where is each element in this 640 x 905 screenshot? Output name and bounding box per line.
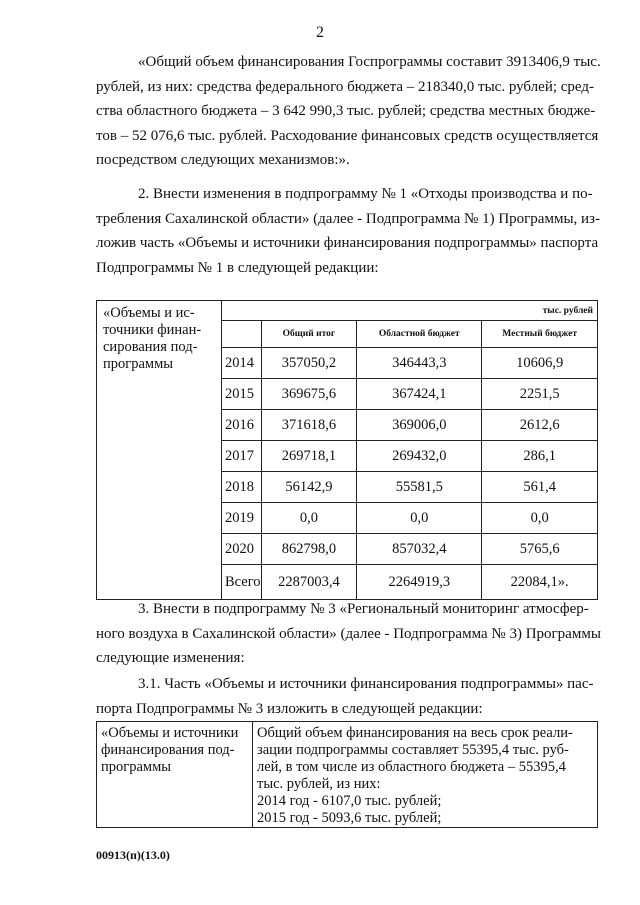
local-cell: 5765,6 [482,534,598,565]
table-label-cell [97,301,222,600]
regional-cell: 369006,0 [357,410,482,441]
text-line: ства областного бюджета – 3 642 990,3 тыс. рублей; средства местных бюдже- [96,103,596,119]
value-line: Общий объем финансирования на весь срок реали- [257,725,573,741]
header-regional: Областной бюджет [357,321,482,348]
local-cell: 10606,9 [482,348,598,379]
label-line: «Объемы и ис- [103,305,195,321]
year-cell: 2017 [222,441,262,472]
total-cell: 269718,1 [261,441,357,472]
total-cell: 862798,0 [261,534,357,565]
label-line: точники финан- [103,322,202,338]
table-row [97,722,598,828]
item-3-paragraph [96,597,601,671]
regional-cell: 367424,1 [357,379,482,410]
text-line: 2. Внести изменения в подпрограмму № 1 «Отходы производства и по- [138,186,593,202]
financing-paragraph [96,50,601,173]
header-total: Общий итог [261,321,357,348]
label-line: программы [101,759,171,775]
item-2-paragraph [96,182,598,280]
value-line: 2014 год - 6107,0 тыс. рублей; [257,793,442,809]
year-cell: Всего [222,565,262,600]
header-local: Местный бюджет [482,321,598,348]
regional-cell: 269432,0 [357,441,482,472]
text-line: посредством следующих механизмов:». [96,152,350,168]
text-line: порта Подпрограммы № 3 изложить в следующей редакции: [96,700,483,717]
text-line: 3. Внести в подпрограмму № 3 «Региональный мониторинг атмосфер- [138,601,589,617]
text-line: следующие изменения: [96,650,245,666]
text-line: 3.1. Часть «Объемы и источники финансирования подпрограммы» пас- [138,676,594,692]
table-label-cell [97,722,253,828]
regional-cell: 55581,5 [357,472,482,503]
page-number: 2 [316,24,324,41]
total-cell: 2287003,4 [261,565,357,600]
year-cell: 2020 [222,534,262,565]
label-line: финансирования под- [101,742,235,758]
subprogram-1-funding-table [96,300,598,600]
value-line: лей, в том числе из областного бюджета – 55395,4 [257,759,566,775]
text-line: «Общий объем финансирования Госпрограммы составит 3913406,9 тыс. [138,54,601,70]
regional-cell: 0,0 [357,503,482,534]
text-line: требления Сахалинской области» (далее - Подпрограмма № 1) Программы, из- [96,210,600,227]
regional-cell: 346443,3 [357,348,482,379]
year-cell: 2014 [222,348,262,379]
text-line: Подпрограммы № 1 в следующей редакции: [96,259,379,276]
local-cell: 2251,5 [482,379,598,410]
label-line: программы [103,356,173,372]
document-code: 00913(п)(13.0) [96,848,170,862]
regional-cell: 2264919,3 [357,565,482,600]
year-cell: 2015 [222,379,262,410]
label-line: «Объемы и источники [101,725,239,741]
year-cell: 2016 [222,410,262,441]
regional-cell: 857032,4 [357,534,482,565]
label-line: сирования под- [103,339,198,355]
text-line: ного воздуха в Сахалинской области» (далее - Подпрограмма № 3) Программы [96,625,601,642]
total-cell: 357050,2 [261,348,357,379]
local-cell: 286,1 [482,441,598,472]
year-cell: 2018 [222,472,262,503]
local-cell: 561,4 [482,472,598,503]
total-cell: 56142,9 [261,472,357,503]
year-cell: 2019 [222,503,262,534]
value-line: зации подпрограммы составляет 55395,4 тыс. руб- [257,742,569,758]
item-3-1-paragraph [96,672,598,721]
local-cell: 2612,6 [482,410,598,441]
text-line: рублей, из них: средства федерального бюджета – 218340,0 тыс. рублей; сред- [96,78,595,95]
local-cell: 0,0 [482,503,598,534]
total-cell: 0,0 [261,503,357,534]
value-line: тыс. рублей, из них: [257,776,381,792]
total-cell: 371618,6 [261,410,357,441]
table-value-cell [253,722,598,828]
text-line: тов – 52 076,6 тыс. рублей. Расходование финансовых средств осуществляется [96,127,599,144]
text-line: ложив часть «Объемы и источники финансирования подпрограммы» паспорта [96,235,599,251]
unit-label: тыс. рублей [222,301,598,321]
local-cell: 22084,1». [482,565,598,600]
subprogram-3-funding-table [96,721,598,828]
total-cell: 369675,6 [261,379,357,410]
value-line: 2015 год - 5093,6 тыс. рублей; [257,810,442,826]
header-empty-cell [222,321,262,348]
